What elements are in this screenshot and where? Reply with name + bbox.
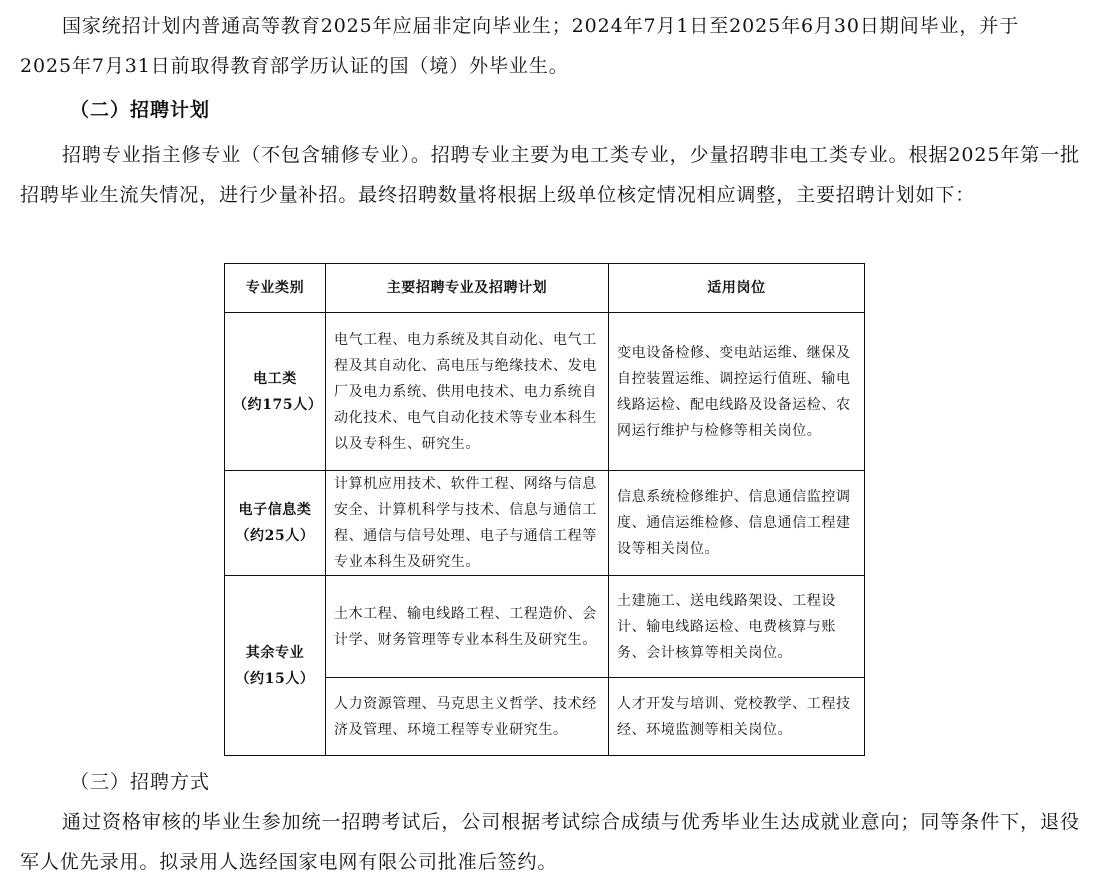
method-paragraph	[20, 802, 1080, 882]
positions-cell: 信息系统检修维护、信息通信监控调度、通信运维检修、信息通信工程建设等相关岗位。	[609, 471, 865, 576]
intro-paragraph	[20, 6, 1080, 86]
positions-cell: 变电设备检修、变电站运维、继保及自控装置运维、调控运行值班、输电线路运检、配电线路及设备运检、农网运行维护与检修等相关岗位。	[609, 313, 865, 471]
category-name: 电子信息类	[238, 502, 312, 518]
header-majors: 主要招聘专业及招聘计划	[326, 264, 609, 313]
header-positions: 适用岗位	[609, 264, 865, 313]
category-count: （约25人）	[235, 528, 315, 544]
positions-cell: 人才开发与培训、党校教学、工程技经、环境监测等相关岗位。	[609, 678, 865, 756]
section-heading-plan: （二）招聘计划	[70, 99, 211, 121]
category-name: 其余专业	[245, 644, 305, 661]
majors-cell: 电气工程、电力系统及其自动化、电气工程及其自动化、高电压与绝缘技术、发电厂及电力系统、供用电技术、电力系统自动化技术、电气自动化技术等专业本科生以及专科生、研究生。	[326, 313, 609, 471]
category-cell	[225, 313, 326, 471]
table-row	[225, 313, 865, 471]
table-row	[225, 471, 865, 576]
majors-cell: 土木工程、输电线路工程、工程造价、会计学、财务管理等专业本科生及研究生。	[326, 576, 609, 678]
plan-paragraph-text: 招聘专业指主修专业（不包含辅修专业）。招聘专业主要为电工类专业，少量招聘非电工类专业。根据2025年第一批招聘毕业生流失情况，进行少量补招。最终招聘数量将根据上级单位核定情况相应调整，主要招聘计划如下：	[20, 144, 1080, 206]
intro-line-2: 2025年7月31日前取得教育部学历认证的国（境）外毕业生。	[20, 55, 569, 77]
section-heading-method: （三）招聘方式	[70, 771, 211, 793]
method-paragraph-text: 通过资格审核的毕业生参加统一招聘考试后，公司根据考试综合成绩与优秀毕业生达成就业意向；同等条件下，退役军人优先录用。拟录用人选经国家电网有限公司批准后签约。	[20, 811, 1080, 873]
majors-cell: 计算机应用技术、软件工程、网络与信息安全、计算机科学与技术、信息与通信工程、通信与信号处理、电子与通信工程等专业本科生及研究生。	[326, 471, 609, 576]
recruitment-plan-table	[224, 263, 865, 756]
table-header-row	[225, 264, 865, 313]
table-row	[225, 576, 865, 678]
plan-paragraph	[20, 135, 1080, 215]
positions-cell: 土建施工、送电线路架设、工程设计、输电线路运检、电费核算与账务、会计核算等相关岗位。	[609, 576, 865, 678]
category-name: 电工类	[253, 370, 297, 387]
category-cell	[225, 471, 326, 576]
category-count: （约15人）	[235, 670, 315, 687]
majors-cell: 人力资源管理、马克思主义哲学、技术经济及管理、环境工程等专业研究生。	[326, 678, 609, 756]
intro-line-1: 国家统招计划内普通高等教育2025年应届非定向毕业生；2024年7月1日至2025年6月30日期间毕业，并于	[62, 15, 1020, 37]
category-cell	[225, 576, 326, 756]
header-category: 专业类别	[225, 264, 326, 313]
category-count: （约175人）	[233, 396, 323, 413]
